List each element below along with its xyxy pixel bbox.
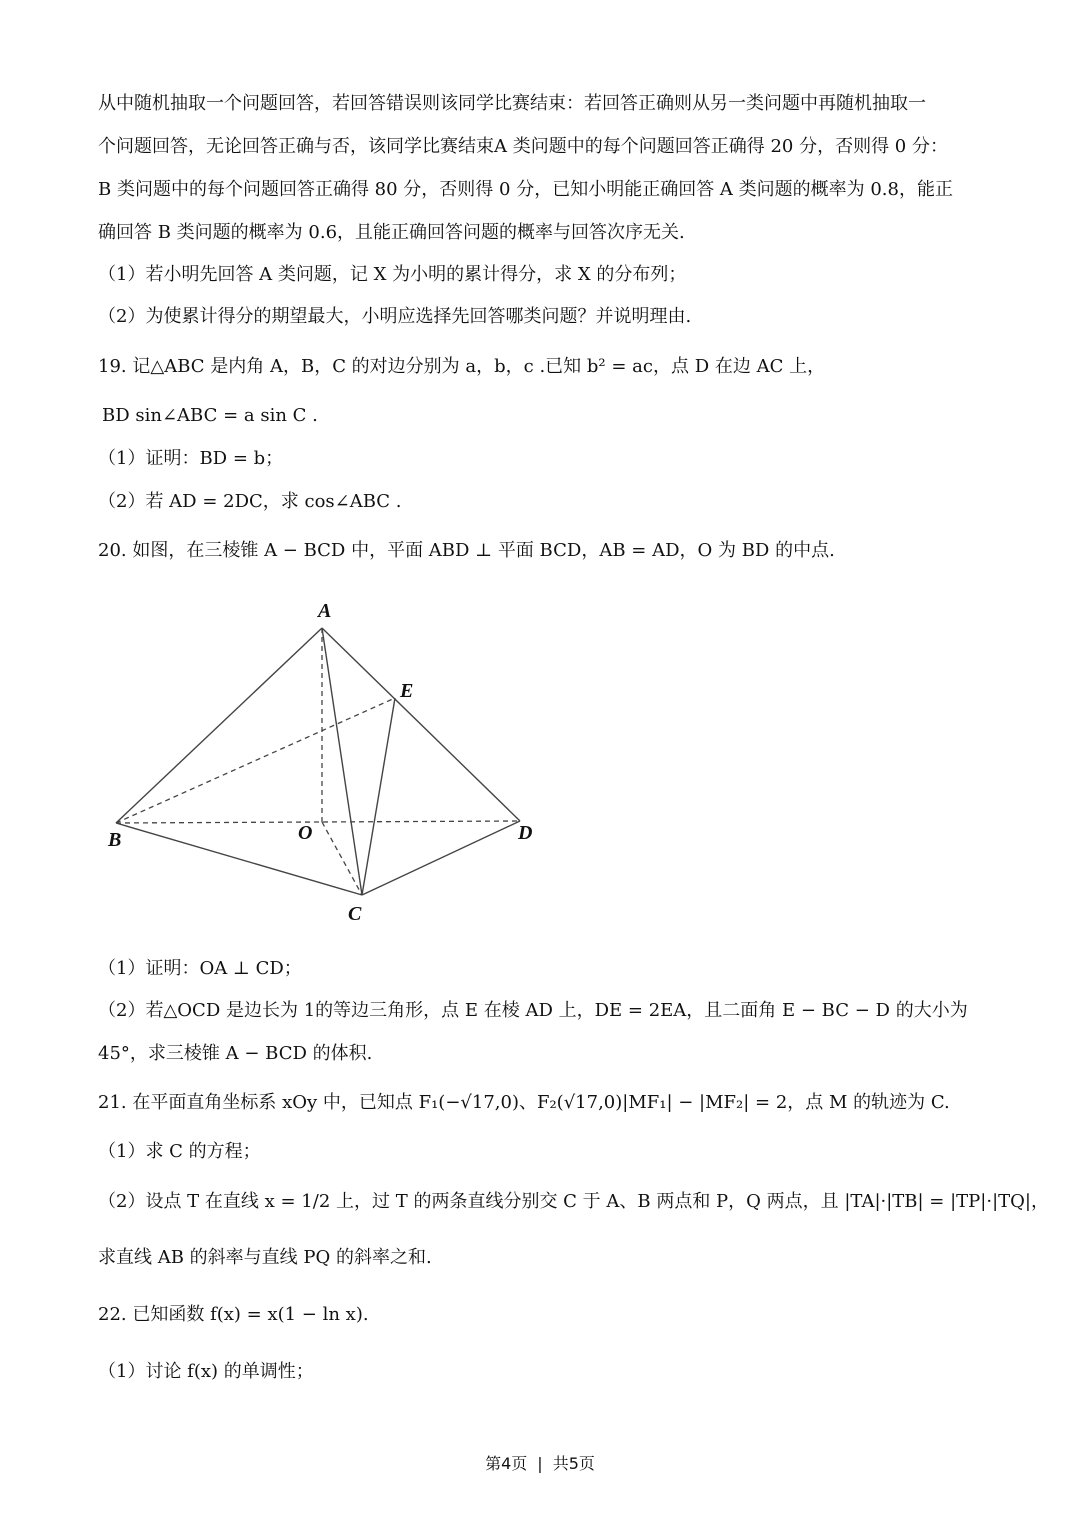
label-B: B [108, 829, 122, 851]
q21-part-1: （1）求 C 的方程； [98, 1141, 261, 1162]
q22-part-1: （1）讨论 f(x) 的单调性； [98, 1361, 314, 1382]
footer-separator: | [537, 1454, 543, 1473]
q19-stem-line-1: 19. 记△ABC 是内角 A，B，C 的对边分别为 a，b，c .已知 b² = ac，点 D 在边 AC 上， [98, 356, 826, 377]
q19-part-2: （2）若 AD = 2DC，求 cos∠ABC . [98, 491, 402, 512]
label-E: E [400, 680, 414, 702]
edge-AB [116, 628, 322, 823]
q18-part-1: （1）若小明先回答 A 类问题，记 X 为小明的累计得分，求 X 的分布列； [98, 264, 687, 285]
q18-part-2: （2）为使累计得分的期望最大，小明应选择先回答哪类问题？并说明理由. [98, 306, 692, 327]
q18-text-line-3: B 类问题中的每个问题回答正确得 80 分，否则得 0 分，已知小明能正确回答 A 类问题的概率为 0.8，能正 [98, 179, 953, 200]
q21-part-2-line-1: （2）设点 T 在直线 x = 1/2 上，过 T 的两条直线分别交 C 于 A、B 两点和 P，Q 两点，且 |TA|·|TB| = |TP|·|TQ|， [98, 1191, 1049, 1212]
label-C: C [348, 903, 362, 925]
edge-CD [362, 821, 520, 895]
q21-part-2-line-2: 求直线 AB 的斜率与直线 PQ 的斜率之和. [98, 1247, 432, 1268]
q20-part-1: （1）证明：OA ⊥ CD； [98, 958, 302, 979]
tetrahedron-figure [100, 590, 550, 930]
q19-part-1: （1）证明：BD = b； [98, 448, 284, 469]
page-footer [0, 1451, 1080, 1474]
edge-EC [362, 698, 395, 895]
q19-stem-line-2: BD sin∠ABC = a sin C . [102, 405, 318, 426]
edge-AC [322, 628, 362, 895]
edge-BD-dashed [116, 821, 520, 823]
q21-stem: 21. 在平面直角坐标系 xOy 中，已知点 F₁(−√17,0)、F₂(√17,0)|MF₁| − |MF₂| = 2，点 M 的轨迹为 C. [98, 1092, 950, 1113]
edge-BC [116, 823, 362, 895]
q20-stem: 20. 如图，在三棱锥 A − BCD 中，平面 ABD ⊥ 平面 BCD，AB = AD，O 为 BD 的中点. [98, 540, 835, 561]
q22-stem: 22. 已知函数 f(x) = x(1 − ln x). [98, 1304, 369, 1325]
q20-part-2-line-2: 45°，求三棱锥 A − BCD 的体积. [98, 1043, 373, 1064]
label-A: A [318, 600, 332, 622]
q18-text-line-2: 个问题回答，无论回答正确与否，该同学比赛结束A 类问题中的每个问题回答正确得 20 分，否则得 0 分： [98, 136, 948, 157]
page-number: 第4页 [485, 1454, 528, 1473]
edge-BE-dashed [116, 698, 395, 823]
label-D: D [518, 822, 533, 844]
q18-text-line-1: 从中随机抽取一个问题回答，若回答错误则该同学比赛结束：若回答正确则从另一类问题中再随机抽取一 [98, 93, 926, 114]
q20-part-2-line-1: （2）若△OCD 是边长为 1的等边三角形，点 E 在棱 AD 上，DE = 2EA，且二面角 E − BC − D 的大小为 [98, 1000, 968, 1021]
edge-AD [322, 628, 520, 821]
label-O: O [298, 822, 313, 844]
page-total: 共5页 [552, 1454, 595, 1473]
q18-text-line-4: 确回答 B 类问题的概率为 0.6，且能正确回答问题的概率与回答次序无关. [98, 222, 685, 243]
